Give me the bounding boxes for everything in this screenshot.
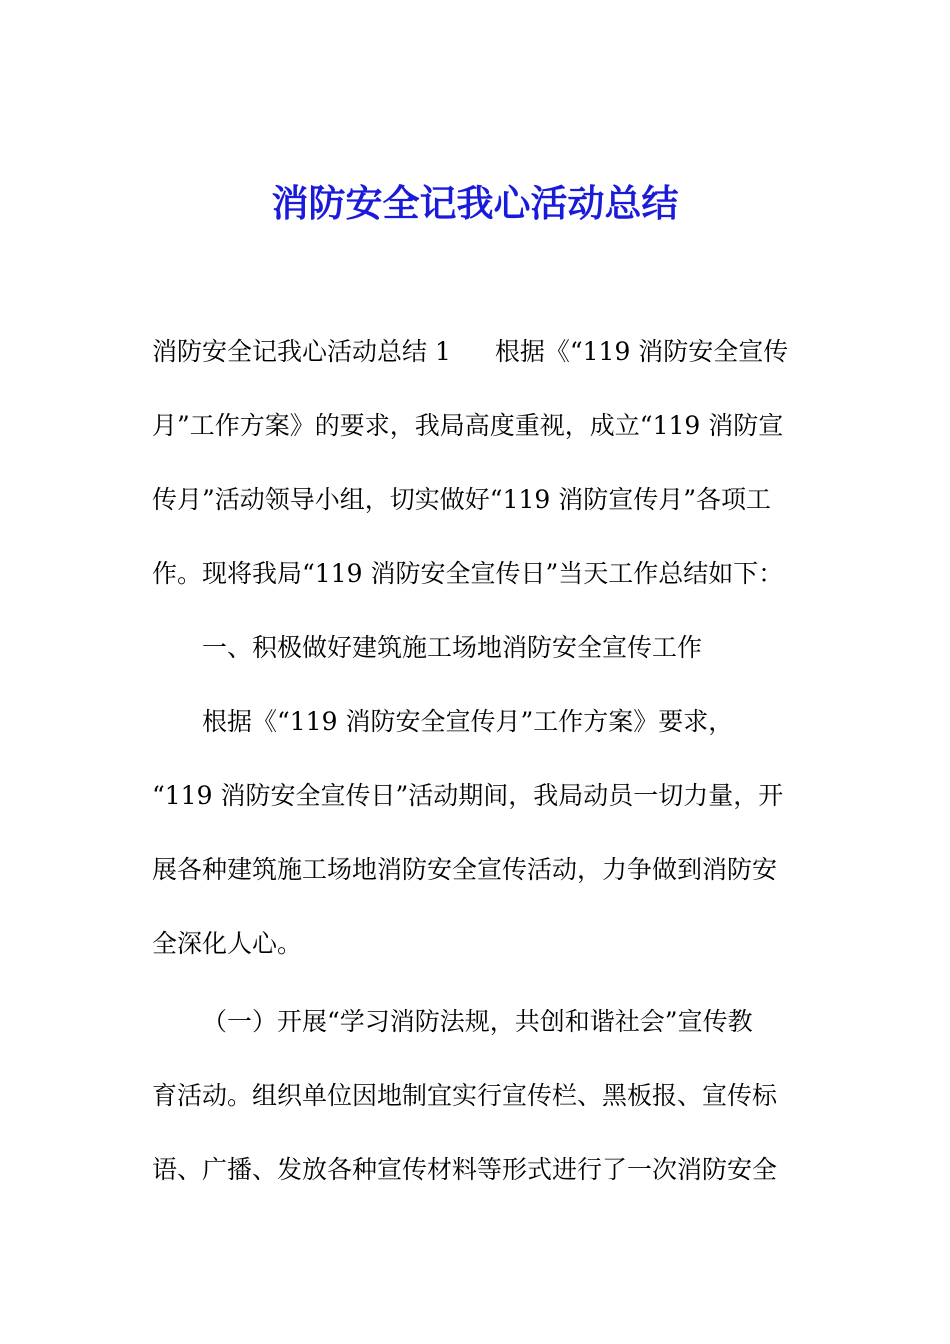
body-line-8: 展各种建筑施工场地消防安全宣传活动，力争做到消防安 bbox=[152, 855, 778, 884]
body-line-9: 全深化人心。 bbox=[152, 929, 303, 958]
body-line-3: 传月”活动领导小组，切实做好“119 消防宣传月”各项工 bbox=[152, 485, 772, 514]
body-line-1 bbox=[152, 332, 788, 372]
document-title: 消防安全记我心活动总结 bbox=[271, 181, 679, 225]
body-line-12: 语、广播、发放各种宣传材料等形式进行了一次消防安全 bbox=[152, 1155, 778, 1184]
body-line-10: （一）开展“学习消防法规，共创和谐社会”宣传教 bbox=[202, 1007, 753, 1036]
body-line-1-text: 根据《“119 消防安全宣传 bbox=[494, 337, 789, 366]
section-heading: 一、积极做好建筑施工场地消防安全宣传工作 bbox=[202, 633, 703, 662]
body-line-1-heading: 消防安全记我心活动总结 1 bbox=[152, 337, 451, 366]
body-line-11: 育活动。组织单位因地制宜实行宣传栏、黑板报、宣传标 bbox=[152, 1081, 778, 1110]
body-line-4: 作。现将我局“119 消防安全宣传日”当天工作总结如下： bbox=[152, 559, 784, 588]
body-line-2: 月”工作方案》的要求，我局高度重视，成立“119 消防宣 bbox=[152, 411, 784, 440]
body-line-6: 根据《“119 消防安全宣传月”工作方案》要求， bbox=[202, 707, 734, 736]
body-line-7: “119 消防安全宣传日”活动期间，我局动员一切力量，开 bbox=[152, 781, 784, 810]
